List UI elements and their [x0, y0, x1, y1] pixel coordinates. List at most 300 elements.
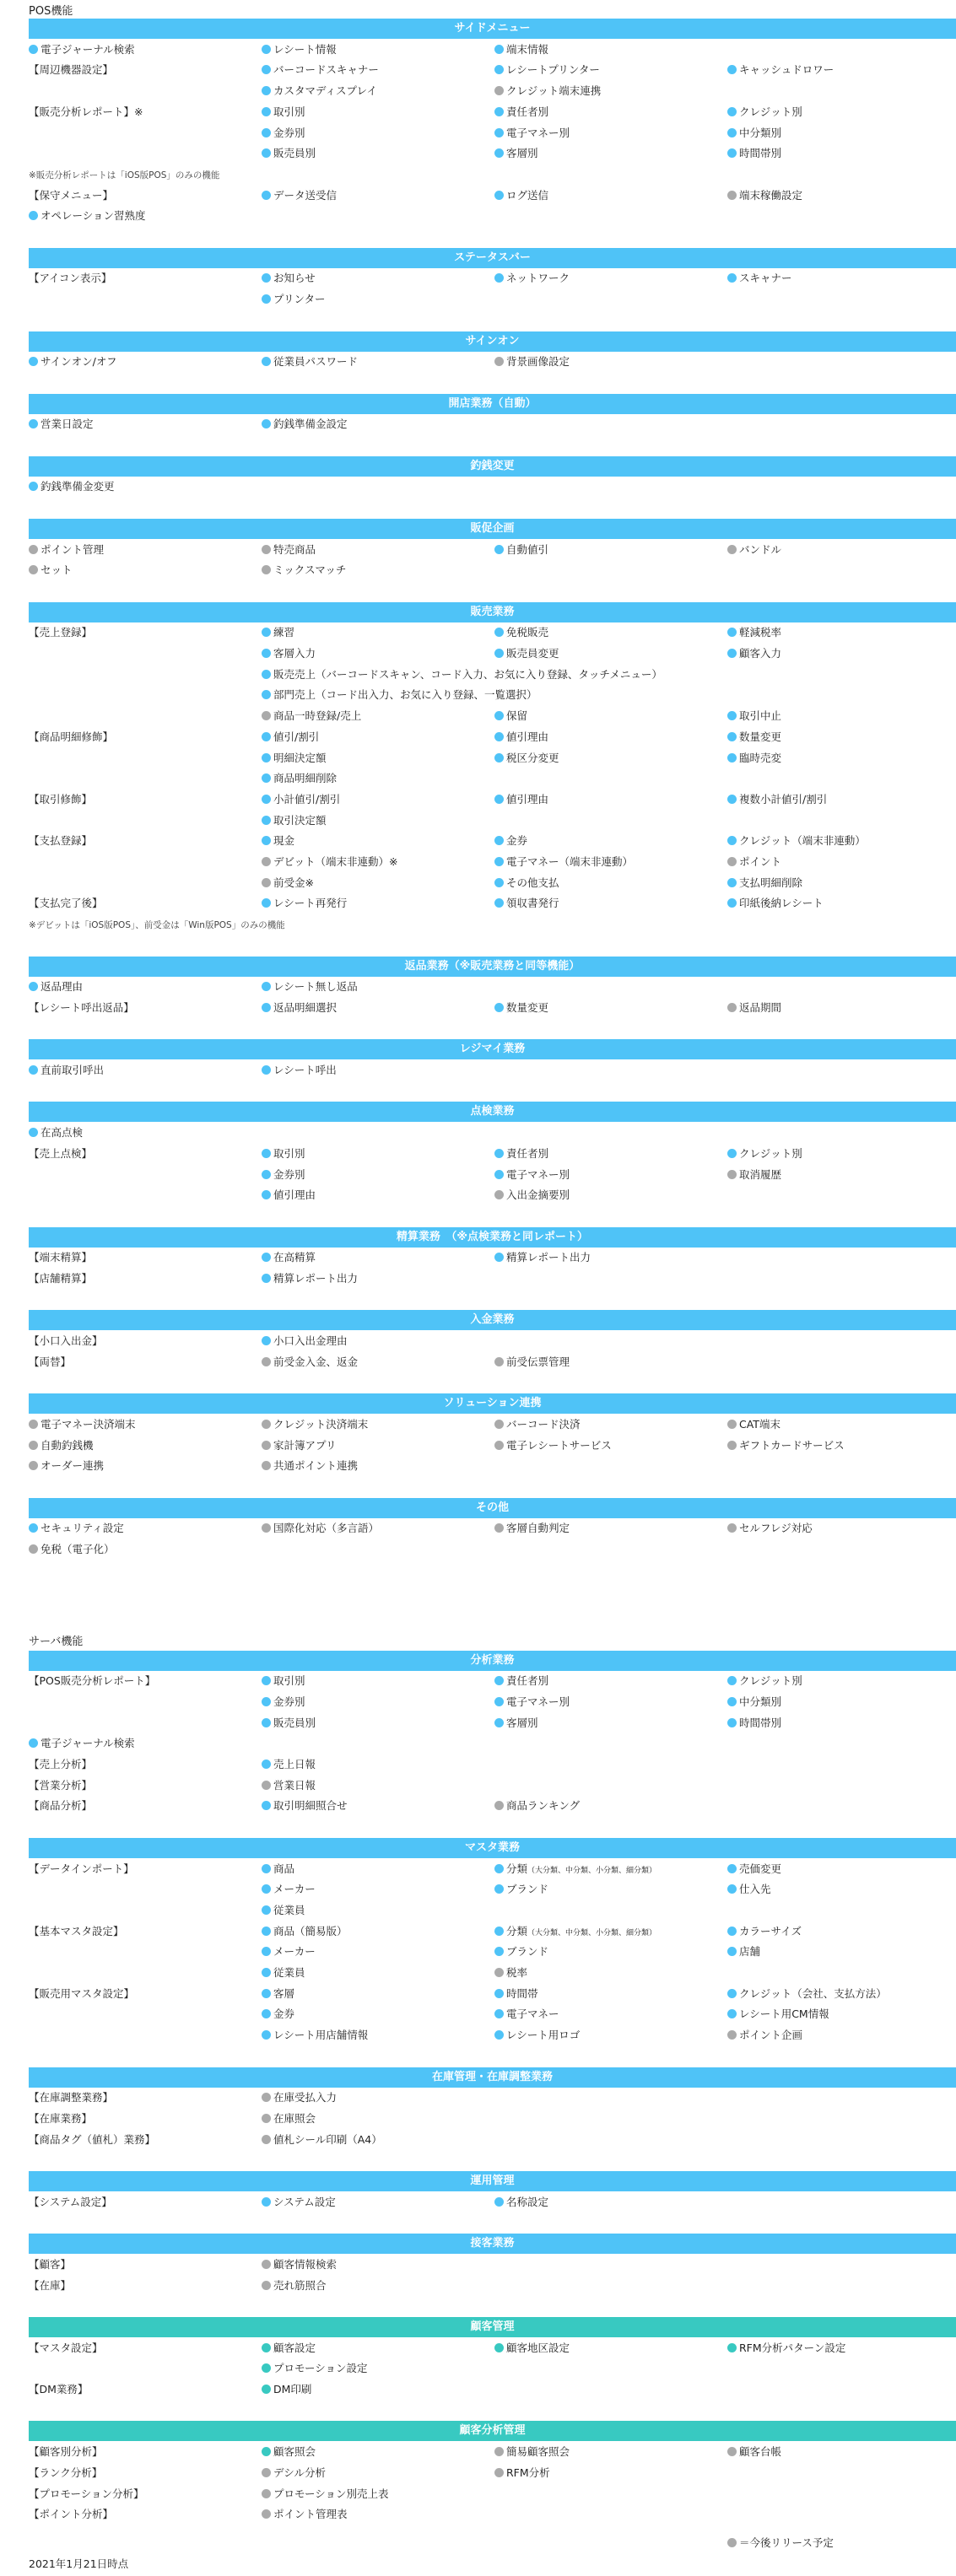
feature-item [494, 40, 548, 60]
feature-label: RFM分析パターン設定 [739, 2341, 846, 2354]
feature-label: 商品（簡易版） [273, 1924, 348, 1937]
feature-label: 【周辺機器設定】 [29, 63, 114, 77]
blue-dot-icon [262, 1718, 271, 1727]
blue-dot-icon [262, 1149, 271, 1158]
feature-row [0, 102, 956, 122]
feature-row [0, 1900, 956, 1921]
blue-dot-icon [29, 419, 38, 428]
blue-dot-icon [262, 732, 271, 741]
feature-item [494, 2442, 570, 2462]
feature-row [0, 206, 956, 226]
feature-row [0, 1671, 956, 1691]
feature-row [0, 2379, 956, 2400]
feature-label: 電子マネー [506, 2007, 559, 2021]
feature-label: 【売上点検】 [29, 1146, 93, 1160]
blue-dot-icon [727, 1927, 737, 1936]
feature-row [0, 2358, 956, 2379]
feature-label: 顧客地区設定 [506, 2341, 570, 2354]
feature-item [494, 102, 548, 122]
blue-dot-icon [262, 45, 271, 54]
blue-dot-icon [29, 482, 38, 491]
feature-label: ブランド [506, 1945, 549, 1959]
blue-dot-icon [494, 1718, 504, 1727]
feature-item [727, 143, 781, 164]
feature-item [727, 1415, 780, 1435]
feature-label: 端末情報 [506, 42, 549, 56]
blue-dot-icon [262, 836, 271, 845]
category-label [29, 998, 134, 1018]
blue-dot-icon [494, 1947, 504, 1956]
feature-label: 【支払完了後】 [29, 897, 103, 910]
feature-item [262, 1776, 316, 1796]
teal-dot-icon [262, 2343, 271, 2352]
teal-dot-icon [262, 2447, 271, 2456]
feature-item [727, 1879, 771, 1900]
feature-item [727, 1165, 781, 1185]
gray-dot-icon [29, 1461, 38, 1470]
gray-dot-icon [262, 2114, 271, 2123]
feature-label: バーコード決済 [506, 1417, 581, 1431]
feature-label: 【商品明細修飾】 [29, 730, 114, 743]
section-header: 開店業務（自動） [29, 394, 956, 414]
blue-dot-icon [494, 2009, 504, 2018]
feature-label: セキュリティ設定 [41, 1522, 124, 1535]
feature-item [727, 873, 802, 893]
feature-label: 取引中止 [739, 709, 782, 723]
feature-item [262, 852, 397, 872]
feature-label: 前受金入金、返金 [273, 1355, 359, 1368]
feature-label: 金券別 [273, 1695, 305, 1708]
feature-label: 明細決定額 [273, 751, 327, 764]
section-header: 返品業務（※販売業務と同等機能） [29, 957, 956, 977]
feature-item [262, 414, 348, 434]
feature-row [0, 1060, 956, 1081]
feature-label: 臨時売変 [739, 751, 782, 764]
feature-label: ポイント企画 [739, 2029, 803, 2042]
section-header: 分析業務 [29, 1651, 956, 1671]
gray-dot-icon [29, 1544, 38, 1554]
feature-item [494, 1671, 548, 1691]
feature-row [0, 2484, 956, 2504]
category-label [29, 1331, 103, 1351]
category-label [29, 60, 113, 80]
feature-label: 顧客情報検索 [273, 2257, 338, 2271]
feature-label: レシート情報 [273, 42, 337, 56]
feature-item [262, 727, 319, 747]
category-label [29, 831, 92, 851]
feature-label: 顧客台帳 [739, 2445, 782, 2459]
blue-dot-icon [727, 1697, 737, 1706]
feature-row [0, 1921, 956, 1942]
blue-dot-icon [494, 128, 504, 137]
blue-dot-icon [494, 898, 504, 908]
section-header: 釣銭変更 [29, 456, 956, 477]
feature-label: 電子ジャーナル検索 [41, 42, 135, 56]
blue-dot-icon [262, 1170, 271, 1179]
feature-label: 【営業分析】 [29, 1778, 93, 1792]
feature-item [262, 2484, 389, 2504]
feature-item [262, 186, 337, 206]
feature-item [494, 1713, 538, 1733]
feature-item [29, 1060, 104, 1081]
feature-item [494, 748, 559, 768]
feature-item [494, 1942, 548, 1962]
feature-label: 仕入先 [739, 1883, 771, 1896]
feature-item [262, 1796, 348, 1816]
feature-label: 取引別 [273, 1146, 305, 1160]
blue-dot-icon [727, 148, 737, 158]
feature-row [0, 1859, 956, 1879]
feature-row [0, 1754, 956, 1775]
feature-item [262, 102, 305, 122]
feature-item [262, 1269, 358, 1289]
feature-item [727, 727, 781, 747]
gray-dot-icon [262, 2468, 271, 2477]
feature-label: メーカー [273, 1945, 316, 1959]
feature-item [494, 1415, 581, 1435]
gray-dot-icon [727, 857, 737, 866]
blue-dot-icon [727, 1947, 737, 1956]
feature-label: 【基本マスタ設定】 [29, 1924, 124, 1937]
feature-item [262, 811, 327, 831]
feature-label: 取引別 [273, 105, 305, 118]
feature-label: 客層別 [506, 1716, 538, 1729]
blue-dot-icon [494, 1989, 504, 1998]
feature-label: 特売商品 [273, 542, 316, 556]
feature-label: ブランド [506, 1883, 549, 1896]
blue-dot-icon [494, 2197, 504, 2207]
feature-item [262, 40, 337, 60]
feature-label: 【店舗精算】 [29, 1272, 93, 1285]
feature-label: 部門売上（コード出入力、お気に入り登録、一覧選択） [273, 688, 537, 702]
feature-label: 数量変更 [739, 730, 782, 743]
feature-label: 前受伝票管理 [506, 1355, 570, 1368]
feature-row [0, 768, 956, 789]
gray-dot-icon [262, 1781, 271, 1790]
feature-label: 税区分変更 [506, 751, 559, 764]
feature-item [29, 977, 83, 997]
feature-item [727, 123, 781, 143]
feature-label: 【ポイント分析】 [29, 2508, 114, 2521]
feature-label: 商品一時登録/売上 [273, 709, 362, 723]
feature-item [29, 414, 94, 434]
feature-item [262, 2004, 294, 2024]
blue-dot-icon [262, 191, 271, 200]
feature-label: 在庫受払入力 [273, 2091, 338, 2104]
feature-item [727, 998, 781, 1018]
feature-label: 名称設定 [506, 2195, 549, 2208]
feature-item [494, 893, 559, 913]
feature-label: 責任者別 [506, 105, 549, 118]
feature-label: セルフレジ対応 [739, 1522, 813, 1535]
blue-dot-icon [262, 1003, 271, 1012]
gray-dot-icon [262, 2281, 271, 2290]
feature-row [0, 1331, 956, 1351]
feature-label: 免税（電子化） [41, 1543, 115, 1556]
category-label [29, 790, 92, 810]
gray-dot-icon [29, 545, 38, 554]
category-label [29, 622, 92, 643]
feature-item [262, 60, 379, 80]
feature-item [29, 40, 135, 60]
feature-item [494, 1692, 570, 1712]
feature-label: 【在庫業務】 [29, 2111, 93, 2125]
feature-row [0, 2463, 956, 2483]
blue-dot-icon [494, 107, 504, 116]
gray-dot-icon [494, 1523, 504, 1533]
feature-item [262, 768, 337, 789]
feature-label: カラーサイズ [739, 1924, 802, 1937]
feature-label: 返品理由 [41, 980, 84, 994]
feature-row [0, 40, 956, 60]
category-label [29, 1796, 92, 1816]
blue-dot-icon [727, 795, 737, 804]
feature-item [727, 852, 781, 872]
feature-item [262, 1984, 294, 2004]
feature-label: クレジット別 [739, 105, 802, 118]
legend [727, 2535, 834, 2550]
feature-row [0, 665, 956, 685]
category-label [29, 102, 143, 122]
gray-dot-icon [727, 1441, 737, 1450]
blue-dot-icon [494, 1927, 504, 1936]
feature-label: 端末稼働設定 [739, 188, 803, 202]
feature-item [262, 998, 337, 1018]
feature-item [494, 2025, 580, 2045]
feature-row [0, 2442, 956, 2462]
feature-item [29, 1436, 94, 1456]
feature-label: 【DM業務】 [29, 2383, 89, 2395]
gray-dot-icon [494, 1190, 504, 1199]
feature-label: プリンター [273, 293, 326, 306]
feature-label: 顧客入力 [739, 647, 782, 660]
feature-item [262, 1456, 358, 1476]
feature-item [494, 1144, 548, 1164]
feature-row [0, 352, 956, 372]
feature-label: クレジット端末連携 [506, 84, 602, 98]
category-label [29, 2504, 113, 2525]
feature-label: 共通ポイント連携 [273, 1459, 359, 1473]
feature-label: 取消履歴 [739, 1167, 782, 1181]
feature-label: 返品期間 [739, 1000, 782, 1014]
feature-item [727, 790, 827, 810]
blue-dot-icon [727, 1989, 737, 1998]
feature-label: 小計値引/割引 [273, 792, 341, 806]
feature-label: 値札シール印刷（A4） [273, 2132, 382, 2146]
blue-dot-icon [494, 1149, 504, 1158]
feature-label: 在高点検 [41, 1126, 84, 1140]
feature-item [29, 1415, 136, 1435]
feature-item [494, 2338, 570, 2358]
feature-item [262, 1352, 358, 1372]
blue-dot-icon [262, 649, 271, 658]
feature-item [494, 1518, 570, 1539]
feature-row [0, 706, 956, 726]
feature-label: 店舗 [739, 1945, 761, 1959]
section-header: マスタ業務 [29, 1838, 956, 1858]
feature-item [494, 644, 559, 664]
feature-row [0, 1776, 956, 1796]
blue-dot-icon [727, 649, 737, 658]
blue-dot-icon [494, 1864, 504, 1873]
feature-label: セット [41, 563, 73, 577]
section-header: ソリューション連携 [29, 1393, 956, 1414]
feature-row [0, 1415, 956, 1435]
feature-item [727, 748, 781, 768]
feature-row [0, 1733, 956, 1754]
feature-row [0, 1539, 956, 1560]
section-header: 点検業務 [29, 1102, 956, 1122]
feature-label: 【POS販売分析レポート】 [29, 1674, 156, 1688]
category-label [29, 1352, 71, 1372]
feature-item [29, 1539, 115, 1560]
teal-dot-icon [262, 2385, 271, 2394]
blue-dot-icon [727, 628, 737, 637]
feature-label: バーコードスキャナー [273, 63, 379, 77]
feature-label: キャッシュドロワー [739, 63, 834, 77]
feature-item [262, 1942, 316, 1962]
footnote: ※デビットは「iOS版POS」、前受金は「Win版POS」のみの機能 [29, 920, 285, 931]
gray-dot-icon [262, 1420, 271, 1429]
feature-label: オーダー連携 [41, 1459, 105, 1473]
feature-item [262, 560, 346, 580]
gray-dot-icon [262, 857, 271, 866]
feature-item [262, 1963, 305, 1983]
blue-dot-icon [494, 795, 504, 804]
feature-label: 電子ジャーナル検索 [41, 1737, 135, 1750]
blue-dot-icon [494, 1884, 504, 1894]
feature-row [0, 186, 956, 206]
feature-label: 商品 [273, 1862, 295, 1875]
feature-label: 支払明細削除 [739, 876, 803, 889]
feature-label: クレジット（端末非連動） [739, 834, 866, 848]
feature-label: 販売員変更 [506, 647, 559, 660]
gray-dot-icon [494, 1441, 504, 1450]
feature-item [262, 268, 316, 288]
as-of-date: 2021年1月21日時点 [29, 2557, 129, 2570]
section-header: 入金業務 [29, 1310, 956, 1330]
gray-dot-icon [262, 1357, 271, 1366]
feature-item [262, 1921, 348, 1942]
feature-label: 現金 [273, 834, 295, 848]
blue-dot-icon [494, 273, 504, 283]
feature-item [494, 852, 633, 872]
category-label [29, 1776, 92, 1796]
feature-label: 客層 [273, 1986, 295, 2000]
blue-dot-icon [29, 45, 38, 54]
feature-row [0, 1144, 956, 1164]
feature-label: 中分類別 [739, 1695, 782, 1708]
feature-item [262, 1671, 305, 1691]
category-label [29, 893, 103, 913]
category-label [29, 2338, 103, 2358]
blue-dot-icon [494, 545, 504, 554]
feature-row [0, 2255, 956, 2275]
feature-row [0, 831, 956, 851]
blue-dot-icon [262, 1927, 271, 1936]
blue-dot-icon [727, 753, 737, 763]
feature-row [0, 414, 956, 434]
feature-label: 時間帯 [506, 1986, 538, 2000]
feature-row [0, 2338, 956, 2358]
feature-label: 客層入力 [273, 647, 316, 660]
feature-label: 金券別 [273, 126, 305, 139]
section-header: 販売業務 [29, 602, 956, 622]
feature-label: 責任者別 [506, 1146, 549, 1160]
category-label [29, 2276, 71, 2296]
feature-item [262, 2025, 368, 2045]
feature-item [262, 2276, 327, 2296]
section-header: レジマイ業務 [29, 1039, 956, 1059]
feature-label: 複数小計値引/割引 [739, 792, 828, 806]
feature-item [494, 2004, 559, 2024]
server-functions-title: サーバ機能 [29, 1635, 84, 1648]
feature-item [29, 540, 104, 560]
feature-item [29, 1456, 104, 1476]
feature-label: 家計簿アプリ [273, 1438, 337, 1452]
feature-label: 取引明細照合せ [273, 1799, 348, 1813]
feature-item [262, 831, 294, 851]
blue-dot-icon [262, 753, 271, 763]
section-header: その他 [29, 1498, 956, 1518]
feature-row [0, 1269, 956, 1289]
feature-label: 【売上登録】 [29, 626, 93, 639]
blue-dot-icon [727, 1864, 737, 1873]
category-label [29, 1859, 134, 1879]
feature-item [29, 560, 73, 580]
feature-label: 【マスタ設定】 [29, 2341, 103, 2354]
feature-label: 小口入出金理由 [273, 1334, 348, 1348]
blue-dot-icon [727, 1676, 737, 1685]
feature-item [262, 685, 537, 705]
blue-dot-icon [262, 1968, 271, 1977]
feature-item [262, 1879, 316, 1900]
feature-item [727, 1144, 802, 1164]
gray-dot-icon [262, 2509, 271, 2519]
feature-label: メーカー [273, 1883, 316, 1896]
feature-item [727, 831, 866, 851]
feature-item [494, 186, 548, 206]
feature-item [494, 1963, 527, 1983]
gray-dot-icon [29, 1420, 38, 1429]
feature-label: 領収書発行 [506, 897, 559, 910]
feature-label: 簡易顧客照会 [506, 2445, 570, 2459]
section-header: 販促企画 [29, 519, 956, 539]
feature-item [262, 622, 294, 643]
feature-item [494, 540, 548, 560]
feature-label: 【レシート呼出返品】 [29, 1000, 134, 1014]
section-header: ステータスバー [29, 248, 956, 268]
feature-label: 【在庫調整業務】 [29, 2091, 114, 2104]
feature-label: 売上日報 [273, 1758, 316, 1770]
blue-dot-icon [262, 1801, 271, 1810]
feature-row [0, 998, 956, 1018]
feature-item [262, 2192, 336, 2212]
feature-item [494, 1165, 570, 1185]
feature-label: 電子マネー（端末非連動） [506, 855, 634, 868]
feature-label: 金券別 [273, 1167, 305, 1181]
feature-label: 【取引修飾】 [29, 792, 93, 806]
feature-row [0, 685, 956, 705]
feature-label: ポイント管理 [41, 542, 105, 556]
blue-dot-icon [727, 711, 737, 720]
category-label [29, 2109, 92, 2129]
feature-item [727, 1942, 760, 1962]
blue-dot-icon [262, 1947, 271, 1956]
feature-item [727, 622, 781, 643]
blue-dot-icon [727, 878, 737, 887]
gray-dot-icon [494, 2447, 504, 2456]
